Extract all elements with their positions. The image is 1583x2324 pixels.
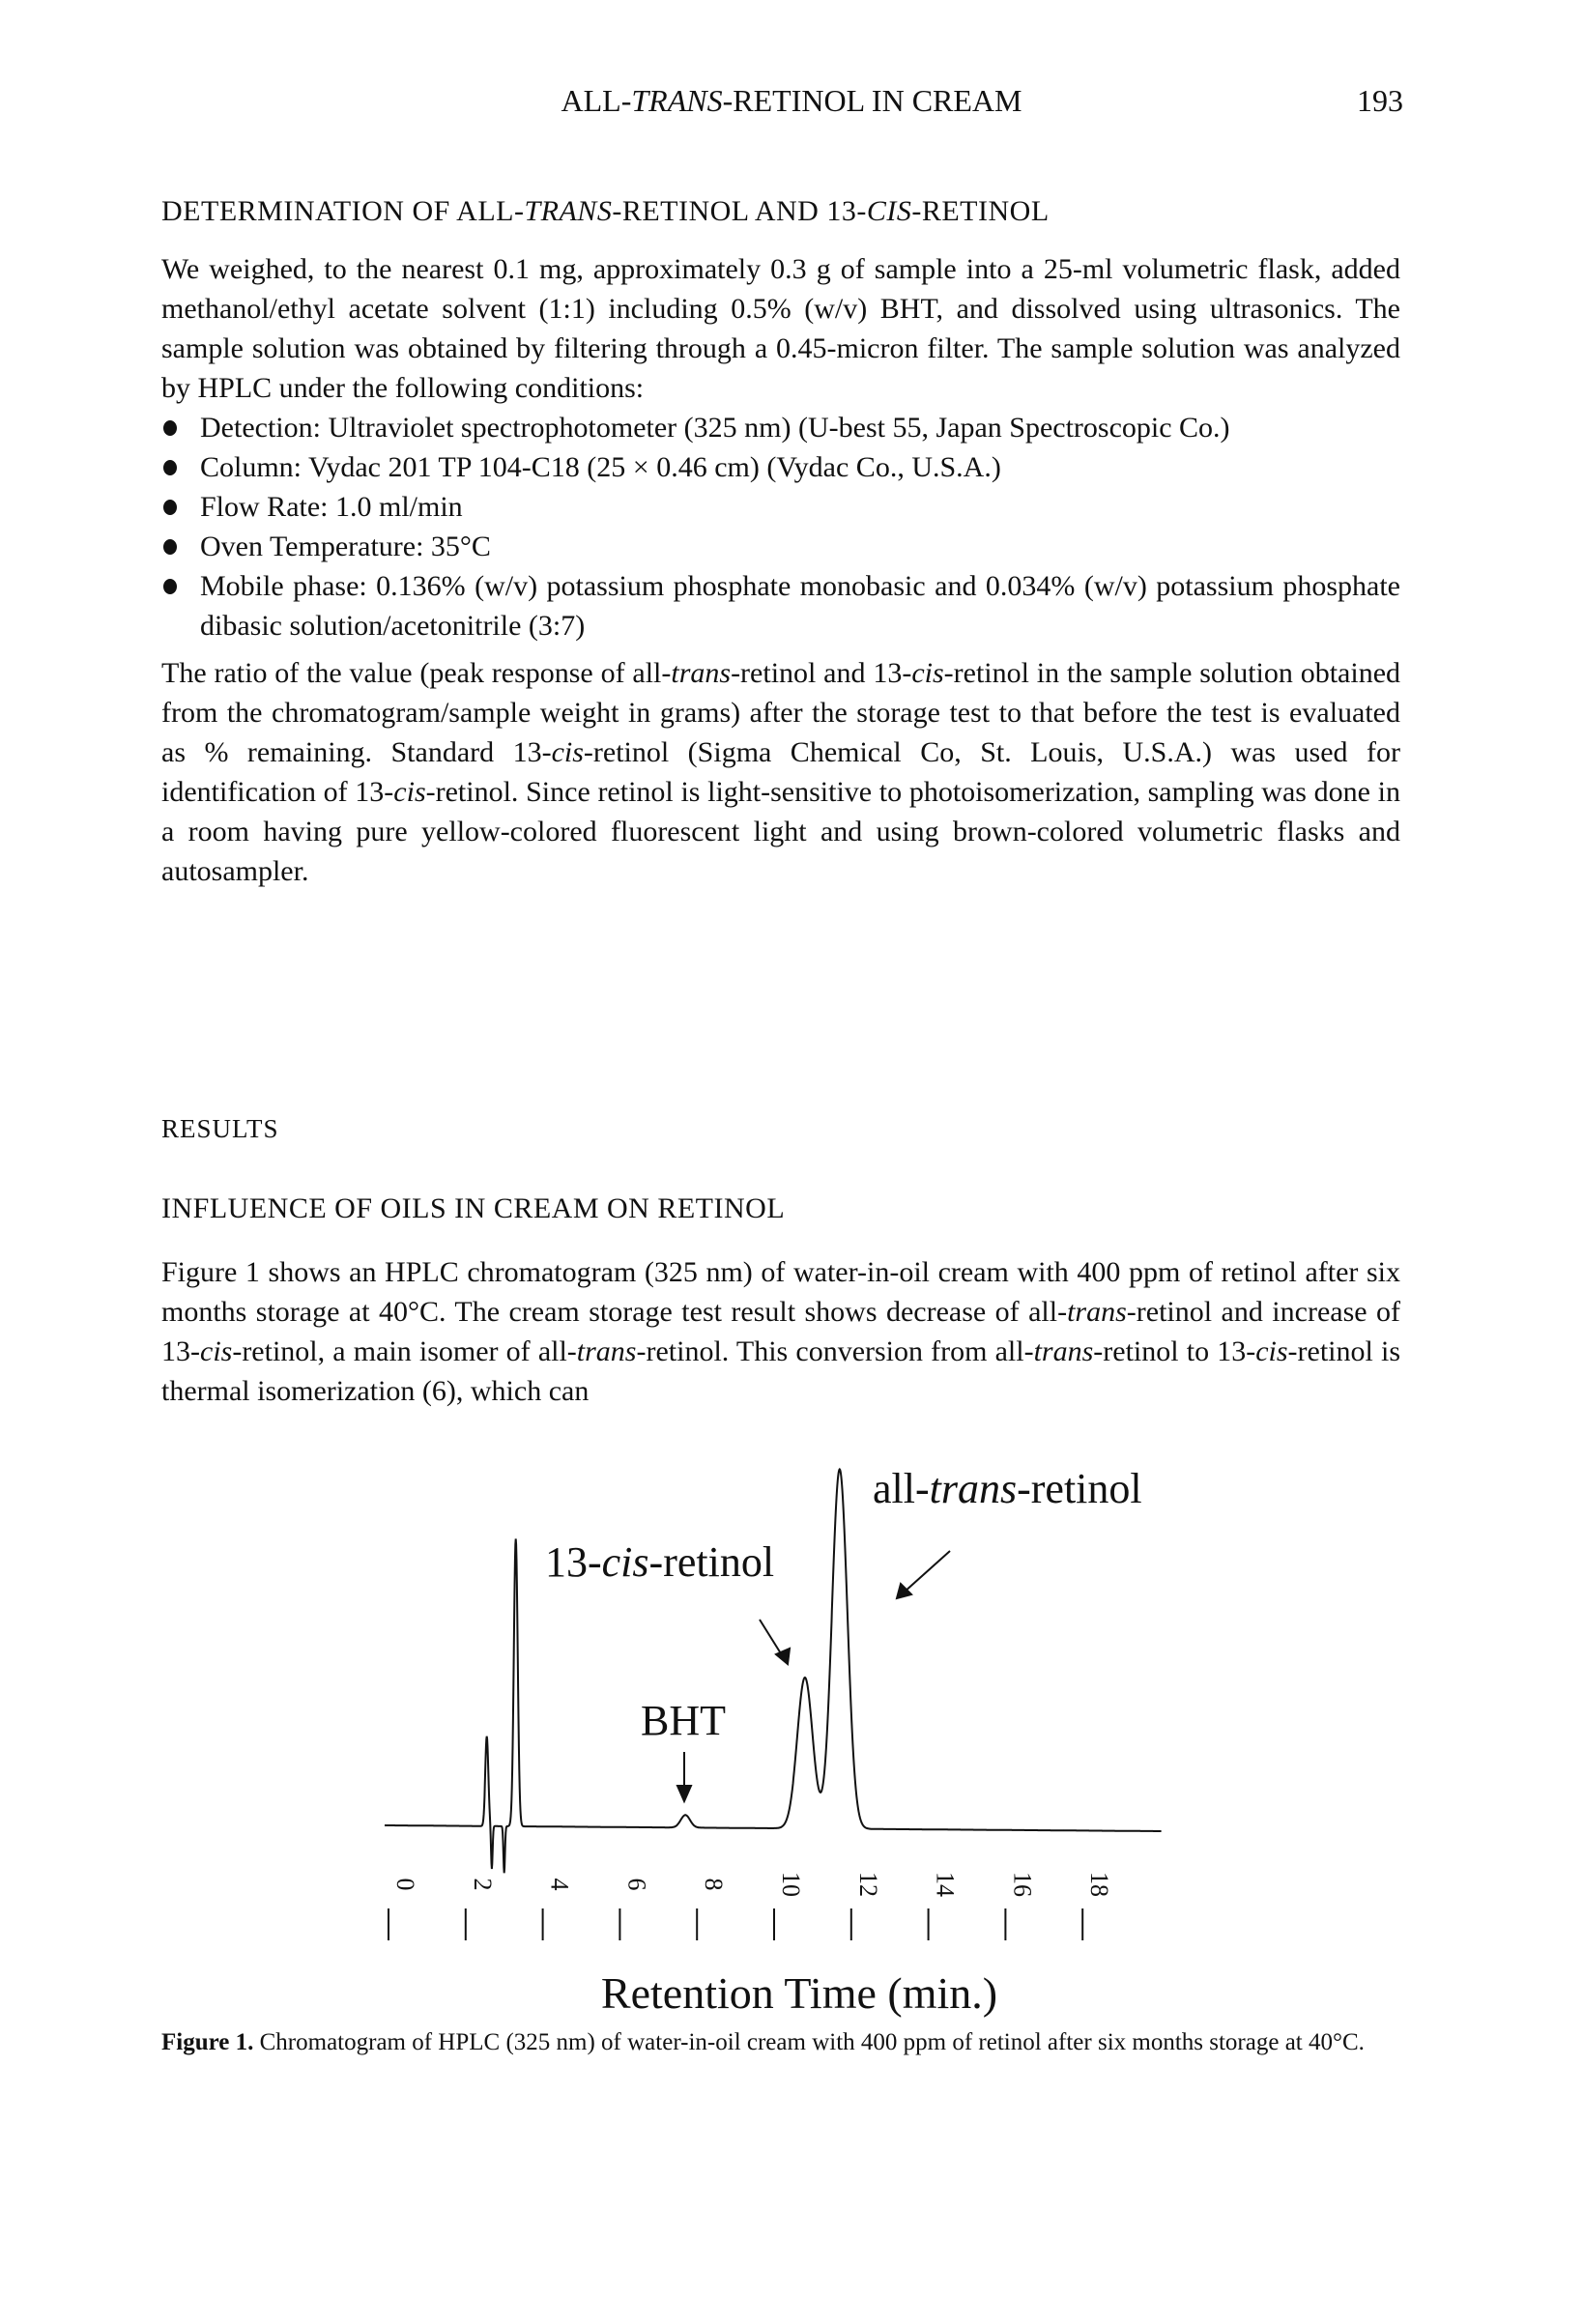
list-item: Mobile phase: 0.136% (w/v) potassium phosphate monobasic and 0.034% (w/v) potassium phosphate dibasic solution/acetonitrile (3:7) bbox=[161, 566, 1400, 646]
bht-label: BHT bbox=[641, 1697, 726, 1744]
x-tick-label: 8 bbox=[700, 1878, 729, 1891]
arrow-head-icon bbox=[677, 1786, 691, 1801]
running-title: ALL-TRANS-RETINOL IN CREAM bbox=[561, 83, 1022, 118]
x-axis-label: Retention Time (min.) bbox=[600, 1968, 998, 2018]
results-paragraph: Figure 1 shows an HPLC chromatogram (325 nm) of water-in-oil cream with 400 ppm of retinol after six months storage at 40°C. The cream storage test result shows decrease of all-trans-retinol and increase of 13-cis-retinol, a main isomer of all-trans-retinol. This conversion from all-trans-retinol to 13-cis-retinol is thermal isomerization (6), which can bbox=[161, 1256, 1401, 1407]
x-tick-label: 4 bbox=[545, 1878, 574, 1891]
page-number: 193 bbox=[1357, 83, 1403, 118]
list-item: Detection: Ultraviolet spectrophotometer (325 nm) (U-best 55, Japan Spectroscopic Co.) bbox=[161, 408, 1400, 447]
x-tick-label: 6 bbox=[622, 1878, 651, 1891]
all-trans-retinol-label: all-trans-retinol bbox=[873, 1465, 1142, 1512]
x-axis bbox=[389, 1872, 1113, 1940]
x-tick-label: 12 bbox=[853, 1872, 882, 1897]
figure-caption: Figure 1. Chromatogram of HPLC (325 nm) of water-in-oil cream with 400 ppm of retinol after six months storage at 40°C. bbox=[161, 2029, 1365, 2055]
caption-label: Figure 1. bbox=[161, 2029, 254, 2055]
section-heading: DETERMINATION OF ALL-TRANS-RETINOL AND 13-CIS-RETINOL bbox=[161, 195, 1050, 227]
methods-text bbox=[161, 249, 1400, 891]
results-heading: RESULTS bbox=[161, 1114, 279, 1143]
arrow-icon bbox=[904, 1551, 950, 1592]
list-item: Column: Vydac 201 TP 104-C18 (25 × 0.46 cm) (Vydac Co., U.S.A.) bbox=[161, 447, 1400, 487]
x-tick-label: 18 bbox=[1085, 1872, 1114, 1897]
x-tick-label: 10 bbox=[777, 1872, 805, 1897]
chromatogram-trace bbox=[385, 1470, 1162, 1874]
x-tick-label: 2 bbox=[468, 1878, 497, 1891]
x-tick-label: 16 bbox=[1008, 1872, 1037, 1897]
subsection-heading: INFLUENCE OF OILS IN CREAM ON RETINOL bbox=[161, 1192, 786, 1224]
x-tick-label: 0 bbox=[391, 1878, 419, 1891]
paragraph: We weighed, to the nearest 0.1 mg, approximately 0.3 g of sample into a 25-ml volumetric flask, added methanol/ethyl acetate solvent (1:1) including 0.5% (w/v) BHT, and dissolved using ultrasonics. The sample solution was obtained by filtering through a 0.45-micron filter. The sample solution was analyzed by HPLC under the following conditions: bbox=[161, 253, 1400, 404]
conditions-list bbox=[161, 408, 1400, 646]
chromatogram bbox=[0, 1440, 1583, 2020]
paragraph: The ratio of the value (peak response of all-trans-retinol and 13-cis-retinol in the sample solution obtained from the chromatogram/sample weight in grams) after the storage test to that before the test is evaluated as % remaining. Standard 13-cis-retinol (Sigma Chemical Co, St. Louis, U.S.A.) was used for identification of 13-cis-retinol. Since retinol is light-sensitive to photoisomerization, sampling was done in a room having pure yellow-colored fluorescent light and using brown-colored volumetric flasks and autosampler. bbox=[161, 657, 1401, 887]
list-item: Oven Temperature: 35°C bbox=[161, 527, 1400, 566]
arrows bbox=[677, 1551, 950, 1801]
list-item: Flow Rate: 1.0 ml/min bbox=[161, 487, 1400, 527]
13-cis-retinol-label: 13-cis-retinol bbox=[545, 1538, 775, 1586]
x-tick-label: 14 bbox=[931, 1872, 960, 1897]
arrow-head-icon bbox=[897, 1584, 911, 1598]
